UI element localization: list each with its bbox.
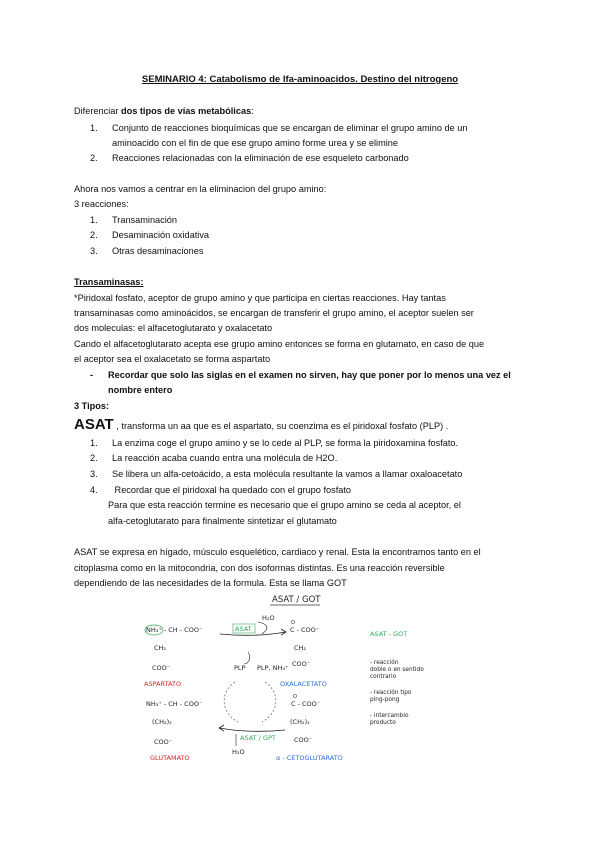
- asat-intro: [74, 416, 448, 435]
- list-text: Recordar que el piridoxal ha quedado con el grupo fosfato: [112, 485, 352, 495]
- asat-label: ASAT: [74, 416, 114, 433]
- aspartate-coo: COO⁻: [152, 664, 171, 672]
- diagram-note: contrario: [370, 674, 397, 680]
- intro-lead-end: :: [251, 106, 254, 116]
- list-text: Otras desaminaciones: [112, 246, 204, 256]
- list-text: Desaminación oxidativa: [112, 230, 210, 240]
- oxalacetate-coo: COO⁻: [292, 660, 311, 668]
- reverse-arrow-bottom: [220, 728, 285, 731]
- oxalacetate-formula: C - COO⁻: [290, 626, 320, 634]
- list-text: Transaminación: [112, 215, 178, 225]
- note-dash: -: [90, 370, 94, 380]
- step-3: [90, 468, 462, 480]
- diagram-note: - intercambio: [370, 713, 409, 719]
- cycle-arrow-left: [224, 682, 238, 722]
- focus-line: Ahora nos vamos a centrar en la eliminacion del grupo amino:: [74, 184, 327, 194]
- diagram-note: producto: [370, 720, 396, 726]
- glutamate-ch2: (CH₂)₂: [152, 718, 172, 726]
- diagram-note: ping-pong: [370, 697, 400, 703]
- list-text: Conjunto de reacciones bioquímicas que se encargan de eliminar el grupo amino de un: [112, 123, 468, 133]
- list-number: 4.: [90, 485, 98, 495]
- paragraph-line: *Piridoxal fosfato, aceptor de grupo amino y que participa en ciertas reacciones. Hay tantas: [74, 293, 446, 303]
- glutamate-formula: NH₃⁺ - CH - COO⁻: [146, 700, 203, 708]
- water-bottom: H₂O: [232, 748, 245, 756]
- aspartate-formula: NH₃⁺ - CH - COO⁻: [146, 626, 203, 634]
- diagram-note: - reacción tipo: [370, 690, 412, 696]
- asat-expression-line: ASAT se expresa en hígado, músculo esquelético, cardiaco y renal. Esta la encontramos tanto en el: [74, 547, 481, 557]
- svg-text:O: O: [291, 620, 295, 626]
- glutamate-coo: COO⁻: [154, 738, 173, 746]
- akg-ch2: (CH₂)₂: [290, 718, 310, 726]
- list-number: 3.: [90, 469, 98, 479]
- asat-expression-line: dependiendo de las necesidades de la formula. Esta se llama GOT: [74, 578, 347, 588]
- page-title: SEMINARIO 4: Catabolismo de lfa-aminoacidos. Destino del nitrogeno: [141, 74, 459, 85]
- reaction-diagram: [140, 592, 470, 772]
- plp-arrow: [244, 652, 250, 664]
- side-enzyme-label: ASAT - GOT: [370, 630, 408, 638]
- list-number: 2.: [90, 153, 98, 163]
- akg-label: α - CETOGLUTARATO: [276, 754, 343, 762]
- diagram-note: doble o en sentido: [370, 667, 424, 673]
- list-text: Reacciones relacionadas con la eliminación de ese esqueleto carbonado: [112, 153, 409, 163]
- asat-expression-line: citoplasma como en la mitocondria, con dos isoformas distintas. Es una reacción reversible: [74, 563, 445, 573]
- enzyme-top: ASAT: [235, 625, 252, 633]
- list-number: 3.: [90, 246, 98, 256]
- list-text: La reacción acaba cuando entra una molécula de H2O.: [112, 453, 338, 463]
- oxalacetate-ch2: CH₂: [294, 644, 307, 652]
- forward-arrow-top: [220, 632, 285, 635]
- section-heading-transaminasas: Transaminasas:: [74, 277, 144, 287]
- intro-item-1-cont: aminoacido con el fin de que ese grupo amino forme urea y se elimine: [112, 138, 398, 148]
- intro-lead: [74, 105, 254, 117]
- akg-formula: C - COO⁻: [291, 700, 321, 708]
- focus-item-2: [90, 229, 209, 241]
- step-4-extra: alfa-cetoglutarato para finalmente sintetizar el glutamato: [108, 516, 337, 526]
- plp-label: PLP: [234, 664, 246, 672]
- asat-intro-text: , transforma un aa que es el aspartato, su coenzima es el piridoxal fosfato (PLP) .: [113, 421, 449, 431]
- focus-item-3: [90, 245, 203, 257]
- list-number: 1.: [90, 215, 98, 225]
- list-number: 1.: [90, 438, 98, 448]
- enzyme-bottom: ASAT / GPT: [240, 734, 276, 742]
- aspartate-label: ASPARTATO: [144, 680, 182, 688]
- intro-item-2: [90, 152, 409, 164]
- water-arrow: [258, 622, 267, 634]
- note-line: Recordar que solo las siglas en el examen no sirven, hay que poner por lo menos una vez el: [108, 370, 511, 380]
- paragraph-line: dos moleculas: el alfacetoglutarato y oxalacetato: [74, 323, 273, 333]
- step-1: [90, 437, 458, 449]
- diagram-note: - reacción: [370, 660, 399, 666]
- akg-coo: COO⁻: [294, 736, 313, 744]
- intro-item-1: [90, 122, 467, 134]
- diagram-header: ASAT / GOT: [272, 595, 321, 605]
- list-number: 2.: [90, 230, 98, 240]
- intro-lead-bold: dos tipos de vías metabólicas: [120, 106, 252, 116]
- cycle-arrow-right: [262, 682, 276, 722]
- focus-subtitle: 3 reacciones:: [74, 199, 129, 209]
- list-number: 1.: [90, 123, 98, 133]
- oxalacetate-label: OXALACETATO: [280, 680, 327, 688]
- intro-lead-plain: Diferenciar: [74, 106, 121, 116]
- step-2: [90, 452, 337, 464]
- plp-nh3-label: PLP, NH₃⁺: [257, 664, 289, 672]
- list-number: 2.: [90, 453, 98, 463]
- svg-text:O: O: [293, 694, 297, 700]
- list-text: Se libera un alfa-cetoácido, a esta molécula resultante la vamos a llamar oxaloacetato: [112, 469, 463, 479]
- step-4: [90, 484, 351, 496]
- note-line: nombre entero: [108, 385, 173, 395]
- paragraph-line: el aceptor sea el oxalacetato se forma aspartato: [74, 354, 271, 364]
- section-heading-tipos: 3 Tipos:: [74, 401, 110, 411]
- step-4-extra: Para que esta reacción termine es necesario que el grupo amino se ceda al aceptor, el: [108, 500, 461, 510]
- paragraph-line: Cando el alfacetoglutarato acepta ese grupo amino entonces se forma en glutamato, en caso de que: [74, 339, 485, 349]
- water-top: H₂O: [262, 614, 275, 622]
- focus-item-1: [90, 214, 177, 226]
- glutamate-label: GLUTAMATO: [150, 754, 190, 762]
- paragraph-line: transaminasas como aminoácidos, se encargan de transferir el grupo amino, el aceptor suelen ser: [74, 308, 474, 318]
- list-text: La enzima coge el grupo amino y se lo cede al PLP, se forma la piridoxamina fosfato.: [112, 438, 459, 448]
- aspartate-ch2: CH₂: [154, 644, 167, 652]
